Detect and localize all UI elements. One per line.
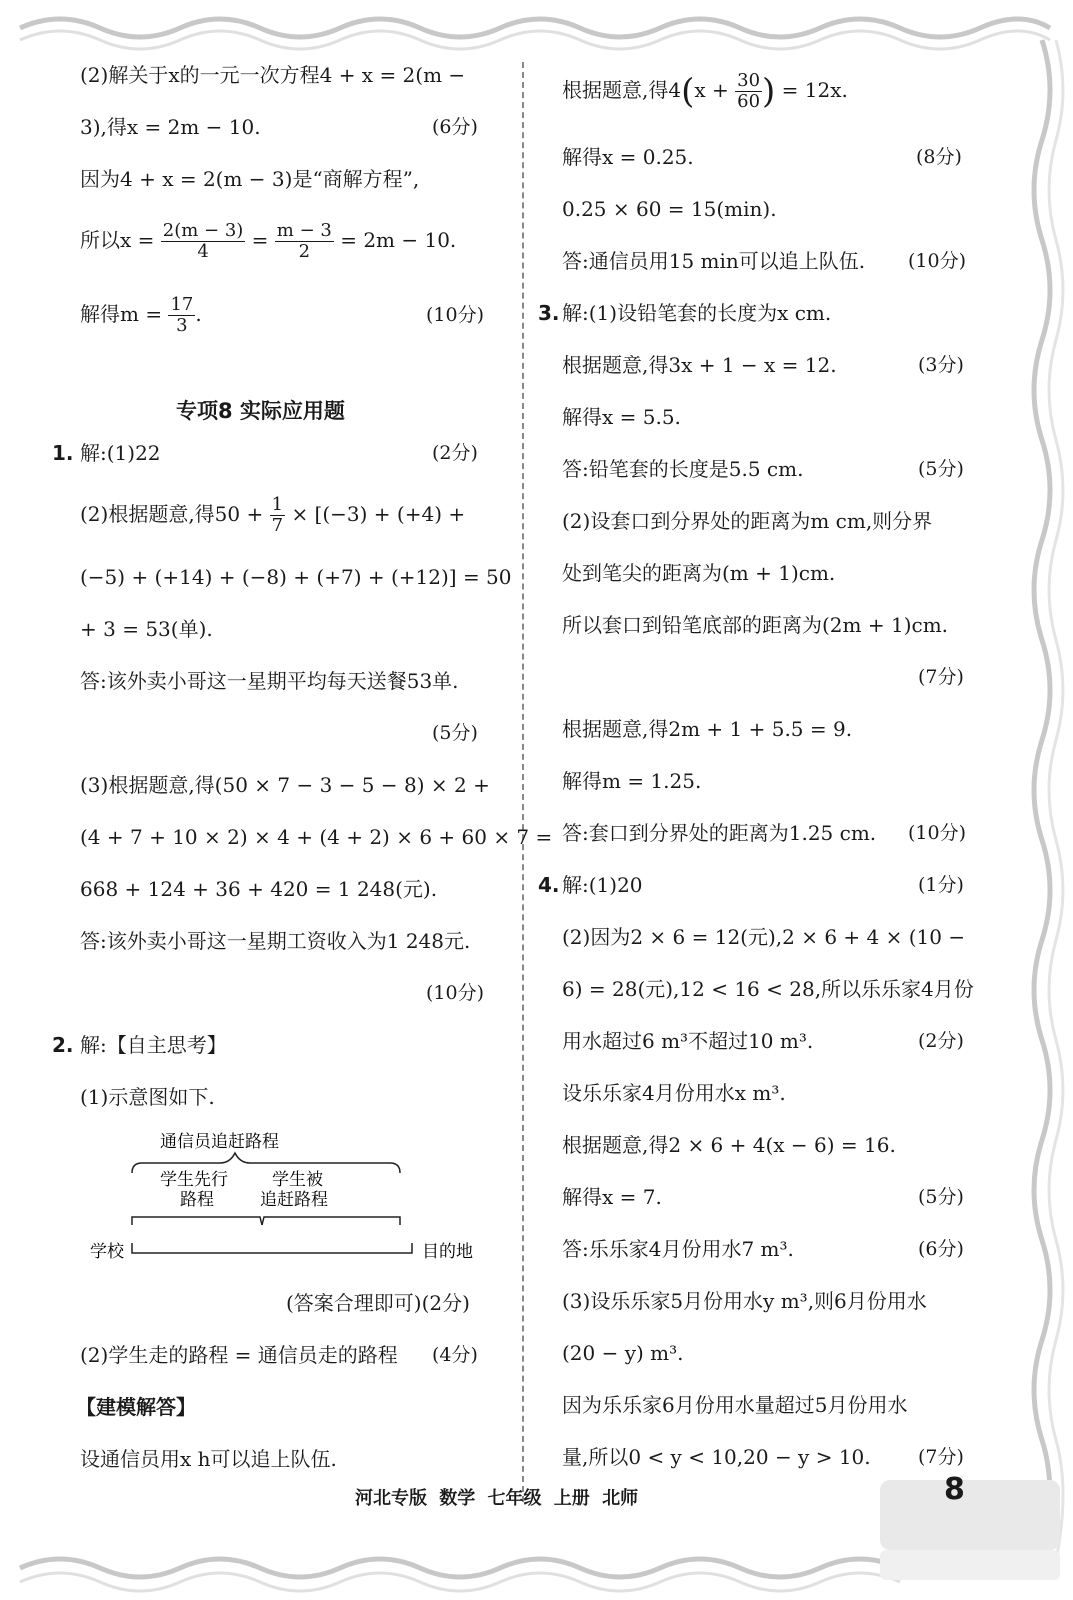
text-line: (2)因为2 × 6 = 12(元),2 × 6 + 4 × (10 −	[562, 925, 966, 949]
text: x +	[694, 78, 729, 102]
numerator: 2(m − 3)	[162, 220, 244, 241]
watermark-logo	[860, 1470, 1070, 1590]
text: = 2m − 10.	[340, 228, 457, 252]
text: 解得m =	[80, 302, 163, 326]
diagram-label: 学生先行	[160, 1170, 228, 1190]
text-line: (−5) + (+14) + (−8) + (+7) + (+12)] = 50	[80, 565, 512, 589]
text-line: 量,所以0 < y < 10,20 − y > 10.	[562, 1445, 871, 1469]
text-line: (2)设套口到分界处的距离为m cm,则分界	[562, 509, 933, 533]
diagram-label-top: 通信员追赶路程	[160, 1132, 279, 1152]
text: 所以x =	[80, 228, 155, 252]
equation-line: 根据题意,得4(x + $\frac{30}{60}$ ) = 12x.	[562, 70, 848, 112]
equation-line	[80, 218, 456, 262]
equation-line	[80, 292, 202, 336]
text-line: 6) = 28(元),12 < 16 < 28,所以乐乐家4月份	[562, 977, 974, 1001]
equation-line	[80, 492, 465, 536]
text-line: 答:铅笔套的长度是5.5 cm.	[562, 457, 804, 481]
score: (2分)	[918, 1030, 964, 1052]
score: (6分)	[432, 116, 478, 138]
text-line: 668 + 124 + 36 + 420 = 1 248(元).	[80, 877, 438, 901]
text-line: (4 + 7 + 10 × 2) × 4 + (4 + 2) × 6 + 60 × 7 =	[80, 825, 553, 849]
text-line: 解得x = 7.	[562, 1185, 662, 1209]
denominator: 60	[737, 91, 761, 112]
denominator: 3	[176, 315, 188, 336]
text-line: 设乐乐家4月份用水x m³.	[562, 1081, 786, 1105]
text-line: 因为4 + x = 2(m − 3)是“商解方程”,	[80, 167, 420, 191]
diagram-end: 目的地	[422, 1242, 473, 1262]
text: × [(−3) + (+4) +	[291, 502, 466, 526]
score: (5分)	[918, 458, 964, 480]
denominator: 4	[197, 241, 209, 262]
text-line: 因为乐乐家6月份用水量超过5月份用水	[562, 1393, 908, 1417]
text-line: (答案合理即可)(2分)	[286, 1291, 470, 1315]
text-line: (2)学生走的路程 = 通信员走的路程	[80, 1343, 398, 1367]
denominator: 7	[271, 515, 284, 536]
text-line: (20 − y) m³.	[562, 1341, 684, 1365]
text-line: 0.25 × 60 = 15(min).	[562, 197, 777, 221]
text-line: 用水超过6 m³不超过10 m³.	[562, 1029, 814, 1053]
score: (5分)	[918, 1186, 964, 1208]
numerator: m − 3	[276, 220, 332, 241]
score: (5分)	[432, 722, 478, 744]
numerator: 17	[170, 294, 194, 315]
question-number: 3.	[538, 301, 560, 325]
text-line: (1)示意图如下.	[80, 1085, 215, 1109]
score: (7分)	[918, 1446, 964, 1468]
denominator: 2	[298, 241, 311, 262]
page-footer: 河北专版 数学 七年级 上册 北师	[355, 1488, 639, 1509]
score: (7分)	[918, 666, 964, 688]
score: (4分)	[432, 1344, 478, 1366]
fraction	[735, 71, 762, 112]
text-line: 解得x = 0.25.	[562, 145, 694, 169]
numerator: 1	[271, 494, 284, 515]
section-title: 专项8 实际应用题	[176, 399, 345, 423]
text-line: 解得m = 1.25.	[562, 769, 702, 793]
diagram-start: 学校	[90, 1242, 124, 1262]
text: (2)根据题意,得50 +	[80, 502, 264, 526]
score: (6分)	[918, 1238, 964, 1260]
pursuit-diagram	[90, 1125, 490, 1265]
numerator: 30	[737, 70, 761, 91]
score: (8分)	[916, 146, 962, 168]
fraction	[168, 295, 195, 336]
question-number: 1.	[52, 441, 74, 465]
text-line: 根据题意,得2m + 1 + 5.5 = 9.	[562, 717, 853, 741]
fraction	[275, 221, 334, 262]
text-line: 答:该外卖小哥这一星期工资收入为1 248元.	[80, 929, 471, 953]
score: (1分)	[918, 874, 964, 896]
column-divider	[522, 62, 524, 1502]
text-line: 解:(1)20	[562, 873, 643, 897]
text-line: (3)设乐乐家5月份用水y m³,则6月份用水	[562, 1289, 927, 1313]
text-line: 解:【自主思考】	[80, 1033, 227, 1057]
text-line: 解:(1)22	[80, 441, 161, 465]
question-number: 2.	[52, 1033, 74, 1057]
question-number: 4.	[538, 873, 560, 897]
text-line: 解得x = 5.5.	[562, 405, 681, 429]
text: 根据题意,得4	[562, 78, 682, 102]
page-number: 8	[944, 1472, 965, 1507]
text-line: 答:通信员用15 min可以追上队伍.	[562, 249, 866, 273]
text-line: (2)解关于x的一元一次方程4 + x = 2(m −	[80, 63, 466, 87]
diagram-label: 追赶路程	[260, 1190, 328, 1210]
text: =	[251, 228, 269, 252]
text-line: (3)根据题意,得(50 × 7 − 3 − 5 − 8) × 2 +	[80, 773, 490, 797]
score: (10分)	[908, 822, 967, 844]
score: (10分)	[426, 982, 485, 1004]
text: .	[195, 302, 202, 326]
text-line: 3),得x = 2m − 10.	[80, 115, 261, 139]
text-line: 【建模解答】	[76, 1395, 196, 1419]
score: (3分)	[918, 354, 964, 376]
text-line: 根据题意,得2 × 6 + 4(x − 6) = 16.	[562, 1133, 896, 1157]
text: = 12x.	[781, 78, 848, 102]
text-line: 处到笔尖的距离为(m + 1)cm.	[562, 561, 836, 585]
score: (2分)	[432, 442, 478, 464]
diagram-label: 学生被	[272, 1170, 323, 1190]
score: (10分)	[908, 250, 967, 272]
score: (10分)	[426, 304, 485, 326]
text-line: 所以套口到铅笔底部的距离为(2m + 1)cm.	[562, 613, 949, 637]
diagram-label: 路程	[180, 1190, 214, 1210]
text-line: 答:该外卖小哥这一星期平均每天送餐53单.	[80, 669, 459, 693]
text-line: 根据题意,得3x + 1 − x = 12.	[562, 353, 837, 377]
text-line: 答:乐乐家4月份用水7 m³.	[562, 1237, 794, 1261]
text-line: 设通信员用x h可以追上队伍.	[80, 1447, 337, 1471]
fraction	[161, 221, 246, 262]
text-line: 解:(1)设铅笔套的长度为x cm.	[562, 301, 832, 325]
fraction	[270, 495, 285, 536]
text-line: 答:套口到分界处的距离为1.25 cm.	[562, 821, 877, 845]
text-line: + 3 = 53(单).	[80, 617, 213, 641]
